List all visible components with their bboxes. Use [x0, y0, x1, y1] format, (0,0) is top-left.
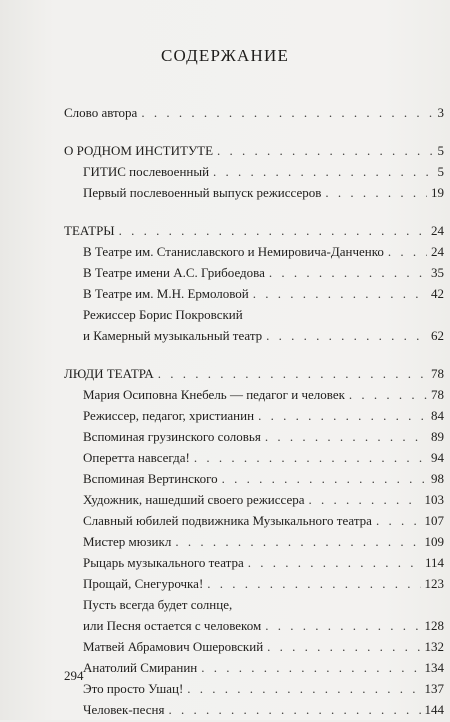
dot-leader	[248, 554, 421, 572]
toc-entry-page: 89	[431, 429, 444, 444]
toc-entry-label: В Театре им. М.Н. Ермоловой	[83, 286, 249, 301]
toc-entry-page: 134	[424, 660, 444, 675]
toc-entry	[64, 264, 444, 282]
toc-entry-label: Оперетта навсегда!	[83, 450, 190, 465]
toc-section	[64, 142, 444, 202]
toc-entry-page: 42	[431, 286, 444, 301]
dot-leader	[376, 512, 421, 530]
dot-leader	[267, 638, 420, 656]
dot-leader	[265, 428, 427, 446]
dot-leader	[119, 222, 427, 240]
toc-entry	[64, 596, 444, 614]
toc-entry-label: Вспоминая Вертинского	[83, 471, 218, 486]
section-heading-label: ЛЮДИ ТЕАТРА	[64, 366, 154, 381]
toc-entry-label: Слово автора	[64, 105, 138, 120]
dot-leader	[194, 449, 427, 467]
dot-leader	[269, 264, 427, 282]
toc-entry-label: и Камерный музыкальный театр	[83, 328, 263, 343]
toc-entry	[64, 163, 444, 181]
toc-entry	[64, 386, 444, 404]
dot-leader	[187, 680, 420, 698]
dot-leader	[388, 243, 427, 261]
toc-entry	[64, 680, 444, 698]
toc-entry-page: 128	[424, 618, 444, 633]
toc-entry	[64, 512, 444, 530]
dot-leader	[325, 184, 427, 202]
toc-entry	[64, 184, 444, 202]
toc-entry-label: В Театре им. Станиславского и Немировича-Данченко	[83, 244, 384, 259]
dot-leader	[222, 470, 427, 488]
toc-entry-page: 35	[431, 265, 444, 280]
toc-entry-label: Человек-песня	[83, 702, 165, 717]
dot-leader	[207, 575, 420, 593]
section-heading-label: О РОДНОМ ИНСТИТУТЕ	[64, 143, 214, 158]
toc-entry-page: 62	[431, 328, 444, 343]
toc-entry	[64, 491, 444, 509]
dot-leader	[201, 659, 420, 677]
toc-entry	[64, 449, 444, 467]
dot-leader	[266, 327, 427, 345]
toc-entry-label: В Театре имени А.С. Грибоедова	[83, 265, 265, 280]
toc-entry-page: 5	[437, 164, 444, 179]
toc-entry-page: 132	[424, 639, 444, 654]
toc-entry-page: 84	[431, 408, 444, 423]
toc-entry-label: Матвей Абрамович Ошеровский	[83, 639, 264, 654]
toc-entry	[64, 306, 444, 324]
toc-entry-label: ГИТИС послевоенный	[83, 164, 210, 179]
toc-entry	[64, 575, 444, 593]
section-heading-page: 24	[431, 223, 444, 238]
toc-entry-label: Художник, нашедший своего режиссера	[83, 492, 305, 507]
toc-entry-label: Вспоминая грузинского соловья	[83, 429, 261, 444]
toc-section-heading	[64, 222, 444, 240]
dot-leader	[158, 365, 427, 383]
dot-leader	[253, 285, 427, 303]
toc-section	[64, 222, 444, 345]
toc-entry-label: Это просто Ушац!	[83, 681, 184, 696]
toc-entry	[64, 617, 444, 635]
dot-leader	[175, 533, 420, 551]
toc-entry	[64, 407, 444, 425]
toc-entry-page: 137	[424, 681, 444, 696]
dot-leader	[217, 142, 433, 160]
toc-entry-label: Прощай, Снегурочка!	[83, 576, 204, 591]
toc-entry-intro	[64, 104, 444, 122]
toc-entry-label: Пусть всегда будет солнце,	[83, 597, 233, 612]
dot-leader	[309, 491, 421, 509]
toc-entry-page: 109	[424, 534, 444, 549]
dot-leader	[265, 617, 420, 635]
dot-leader	[349, 386, 427, 404]
toc-entry-label: Рыцарь музыкального театра	[83, 555, 244, 570]
page-number: 294	[64, 668, 84, 683]
toc-section	[64, 365, 444, 719]
toc-entry-label: Анатолий Смиранин	[83, 660, 198, 675]
toc-entry-label: Первый послевоенный выпуск режиссеров	[83, 185, 322, 200]
toc-entry-page: 19	[431, 185, 444, 200]
toc-entry-label: Мистер мюзикл	[83, 534, 172, 549]
toc-entry-label: Режиссер, педагог, христианин	[83, 408, 255, 423]
section-heading-label: ТЕАТРЫ	[64, 223, 115, 238]
toc-entry-page: 24	[431, 244, 444, 259]
toc-entry	[64, 533, 444, 551]
toc-entry	[64, 638, 444, 656]
section-heading-page: 78	[431, 366, 444, 381]
toc-entry-page: 3	[437, 105, 444, 120]
toc-entry	[64, 243, 444, 261]
toc-entry	[64, 659, 444, 677]
toc-entry-page: 103	[424, 492, 444, 507]
toc-entry-label: Режиссер Борис Покровский	[83, 307, 243, 322]
toc-entry-page: 94	[431, 450, 444, 465]
dot-leader	[168, 701, 420, 719]
toc-entry	[64, 285, 444, 303]
toc-entry-page: 107	[424, 513, 444, 528]
toc-entry	[64, 428, 444, 446]
toc-entry	[64, 554, 444, 572]
toc-entry-page: 98	[431, 471, 444, 486]
dot-leader	[258, 407, 427, 425]
dot-leader	[213, 163, 433, 181]
toc-entry-page: 78	[431, 387, 444, 402]
toc-entry-label: Славный юбилей подвижника Музыкального театра	[83, 513, 372, 528]
toc-entry	[64, 327, 444, 345]
dot-leader	[141, 104, 433, 122]
toc-entry	[64, 701, 444, 719]
table-of-contents	[64, 104, 444, 722]
toc-entry-label: или Песня остается с человеком	[83, 618, 262, 633]
toc-entry-page: 144	[424, 702, 444, 717]
toc-entry-page: 123	[424, 576, 444, 591]
toc-entry-label: Мария Осиповна Кнебель — педагог и человек	[83, 387, 345, 402]
toc-section-heading	[64, 365, 444, 383]
section-heading-page: 5	[437, 143, 444, 158]
toc-entry-page: 114	[424, 555, 444, 570]
toc-section-heading	[64, 142, 444, 160]
toc-entry	[64, 470, 444, 488]
page-title: СОДЕРЖАНИЕ	[160, 46, 290, 65]
